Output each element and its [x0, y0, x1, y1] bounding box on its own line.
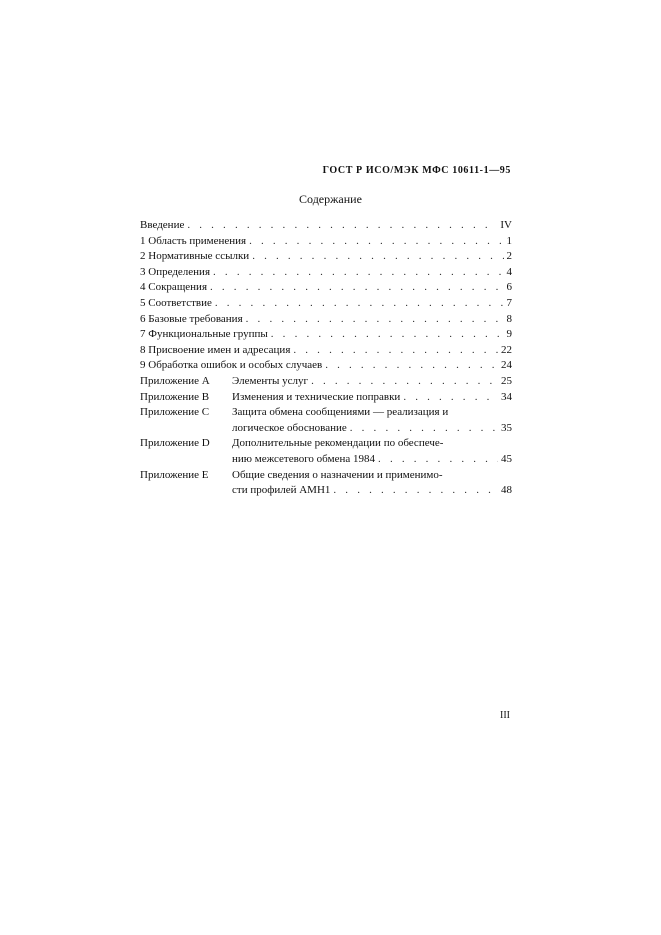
toc-entry-page: 9	[506, 328, 512, 341]
dot-leader	[271, 327, 504, 343]
annex-page: 35	[501, 421, 512, 434]
page-number: III	[500, 710, 510, 721]
toc-entry-page: 8	[506, 312, 512, 325]
toc-entry-page: 2	[506, 250, 512, 263]
dot-leader	[333, 483, 498, 499]
toc-entry-title: 5 Соответствие	[140, 296, 212, 309]
toc-entry-page: 22	[501, 343, 512, 356]
annex-entry-continuation	[140, 452, 512, 468]
annex-page: 45	[501, 452, 512, 465]
toc-entry-title: 8 Присвоение имен и адресация	[140, 343, 291, 356]
annex-title: Изменения и технические поправки	[232, 390, 401, 403]
dot-leader	[213, 265, 503, 281]
dot-leader	[293, 343, 498, 359]
toc-entry-title: 3 Определения	[140, 265, 211, 278]
toc-entry	[140, 312, 512, 328]
toc-entry-title: Введение	[140, 219, 185, 231]
toc-entry-title: 6 Базовые требования	[140, 312, 243, 325]
dot-leader	[249, 234, 503, 250]
dot-leader	[246, 312, 504, 328]
annex-label: Приложение A	[140, 374, 210, 387]
toc-entry	[140, 358, 512, 374]
annex-page: 48	[501, 484, 512, 497]
annex-entry	[140, 468, 512, 484]
toc-entry-title: 4 Сокращения	[140, 281, 207, 294]
annex-indent	[140, 421, 232, 437]
dot-leader	[311, 374, 498, 390]
annex-page: 34	[501, 390, 512, 403]
annex-indent	[140, 452, 232, 468]
annex-entry	[140, 436, 512, 452]
toc-entry-title: 1 Область применения	[140, 234, 247, 247]
annex-entry-continuation	[140, 483, 512, 499]
annex-entry	[140, 374, 512, 390]
annex-title-line2: нию межсетевого обмена 1984	[232, 452, 376, 465]
annex-title: Элементы услуг	[232, 374, 309, 387]
annex-title-line1: Общие сведения о назначении и применимо-	[232, 468, 443, 481]
toc-entry-title: 2 Нормативные ссылки	[140, 250, 250, 263]
annex-indent	[140, 483, 232, 499]
annex-label: Приложение D	[140, 437, 210, 450]
toc-entry	[140, 327, 512, 343]
toc-entry-title: 9 Обработка ошибок и особых случаев	[140, 359, 323, 372]
toc-entry	[140, 280, 512, 296]
dot-leader	[210, 280, 504, 296]
annex-title-line1: Дополнительные рекомендации по обеспече-	[232, 437, 444, 450]
annex-entry	[140, 390, 512, 406]
dot-leader	[252, 249, 503, 265]
dot-leader	[350, 421, 498, 437]
toc-entry-page: 7	[506, 296, 512, 309]
annex-title-line2: сти профилей АМН1	[232, 484, 331, 497]
annex-label: Приложение B	[140, 390, 210, 403]
dot-leader	[403, 390, 498, 406]
toc-entry-page: 6	[506, 281, 512, 294]
dot-leader	[187, 218, 497, 234]
toc-entry	[140, 234, 512, 250]
toc-entry-page: 1	[506, 234, 512, 247]
page-title: Содержание	[299, 192, 362, 206]
toc-entry-page: 4	[506, 265, 512, 278]
dot-leader	[378, 452, 498, 468]
toc-entry-title: 7 Функциональные группы	[140, 328, 268, 341]
annex-entry-continuation	[140, 421, 512, 437]
annex-title-line2: логическое обоснование	[232, 421, 347, 434]
dot-leader	[215, 296, 504, 312]
dot-leader	[325, 358, 498, 374]
annex-label: Приложение C	[140, 406, 210, 419]
toc-entry	[140, 296, 512, 312]
annex-entry	[140, 405, 512, 421]
toc-entry-page: IV	[500, 219, 512, 231]
annex-page: 25	[501, 374, 512, 387]
table-of-contents	[140, 218, 512, 499]
toc-entry	[140, 265, 512, 281]
document-header: ГОСТ Р ИСО/МЭК МФС 10611-1—95	[322, 165, 511, 176]
toc-entry	[140, 343, 512, 359]
annex-label: Приложение E	[140, 468, 209, 481]
toc-entry-page: 24	[501, 359, 512, 372]
toc-entry	[140, 218, 512, 234]
annex-title-line1: Защита обмена сообщениями — реализация и	[232, 406, 449, 419]
toc-entry	[140, 249, 512, 265]
